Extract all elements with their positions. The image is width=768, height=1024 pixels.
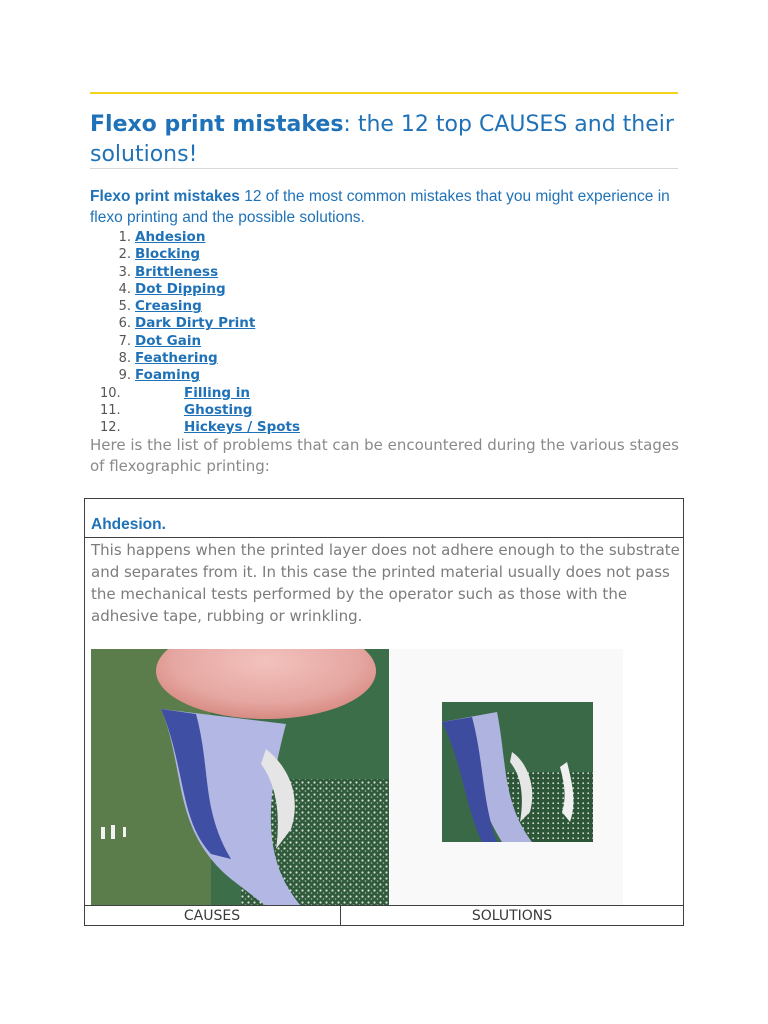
toc-number: 11. (100, 402, 121, 418)
toc-link-filling-in[interactable]: Filling in (184, 384, 250, 401)
toc-number: 4. (118, 281, 131, 297)
toc-link-ahdesion[interactable]: Ahdesion (135, 229, 206, 245)
section-heading: Ahdesion. (91, 516, 166, 533)
toc-item (96, 315, 300, 332)
toc-item (96, 419, 300, 436)
page-title (90, 110, 680, 170)
toc-item (96, 246, 300, 263)
toc-item (96, 333, 300, 350)
table-of-contents (96, 229, 300, 437)
toc-link-creasing[interactable]: Creasing (135, 298, 202, 315)
page-title-strong: Flexo print mistakes (90, 112, 344, 137)
toc-item (96, 229, 300, 246)
causes-header: CAUSES (84, 906, 341, 926)
toc-link-hickeys-spots[interactable]: Hickeys / Spots (184, 419, 301, 436)
toc-number: 9. (118, 368, 131, 384)
toc-item (96, 264, 300, 281)
toc-number: 3. (118, 264, 131, 280)
solutions-header: SOLUTIONS (471, 908, 553, 924)
intro-paragraph (90, 186, 680, 228)
section-body: This happens when the printed layer does not adhere enough to the substrate and separates from it. In this case the printed material usually does not pass the mechanical tests performed by the operator such as those with the adhesive tape, rubbing or wrinkling. (91, 541, 680, 625)
toc-link-brittleness[interactable]: Brittleness (135, 263, 219, 280)
intro-strong: Flexo print mistakes (90, 188, 240, 205)
toc-number: 1. (118, 230, 131, 245)
causes-solutions-header-row (84, 905, 684, 926)
toc-number: 12. (100, 420, 121, 436)
print-defect-photo-large (91, 649, 389, 906)
top-accent-rule (90, 92, 678, 94)
toc-item (96, 367, 300, 384)
toc-link-ghosting[interactable]: Ghosting (184, 401, 253, 418)
section-divider (85, 537, 683, 538)
toc-number: 7. (118, 333, 131, 349)
page-title-rest: : the 12 top CAUSES and their solutions! (90, 112, 674, 167)
title-divider (90, 168, 678, 169)
toc-number: 10. (100, 385, 121, 401)
toc-number: 8. (118, 351, 131, 367)
toc-number: 5. (118, 299, 131, 315)
toc-item (96, 402, 300, 419)
section-ahdesion (84, 498, 684, 926)
toc-item (96, 298, 300, 315)
intro-rest: 12 of the most common mistakes that you might experience in flexo printing and the possible solutions. (90, 188, 670, 226)
toc-item (96, 385, 300, 402)
lead-paragraph: Here is the list of problems that can be encountered during the various stages of flexographic printing: (90, 436, 679, 475)
toc-link-blocking[interactable]: Blocking (135, 246, 201, 263)
toc-number: 2. (118, 247, 131, 263)
print-defect-photo-small (442, 702, 593, 842)
toc-item (96, 281, 300, 298)
toc-link-dot-gain[interactable]: Dot Gain (135, 332, 202, 349)
toc-item (96, 350, 300, 367)
toc-link-dot-dipping[interactable]: Dot Dipping (135, 280, 226, 297)
toc-link-foaming[interactable]: Foaming (135, 367, 201, 384)
toc-link-feathering[interactable]: Feathering (135, 350, 218, 367)
toc-link-dark-dirty-print[interactable]: Dark Dirty Print (135, 315, 256, 332)
toc-number: 6. (118, 316, 131, 332)
